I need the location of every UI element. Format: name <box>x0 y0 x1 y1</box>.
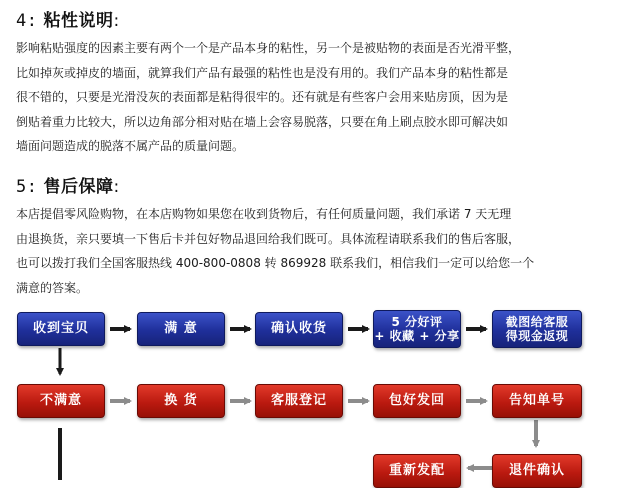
step-label: 换 货 <box>164 393 198 408</box>
step-label-line2: 得现金返现 <box>505 329 569 343</box>
step-exchange <box>137 384 225 418</box>
section-4-title: 粘性说明 <box>43 11 114 31</box>
section-4-colon: : <box>113 11 120 31</box>
step-pack-return <box>373 384 461 418</box>
step-label: 重新发配 <box>388 463 445 478</box>
step-label: 收到宝贝 <box>32 321 89 336</box>
step-label: 包好发回 <box>388 393 445 408</box>
paragraph-line: 本店提倡零风险购物，在本店购物如果您在收到货物后，有任何质量问题，我们承诺 7 天无理 <box>16 207 512 221</box>
section-4-number: 4: <box>16 11 38 31</box>
paragraph-line: 很不错的，只要是光滑没灰的表面都是粘得很牢的。还有就是有些客户会用来贴房顶，因为是 <box>16 90 509 104</box>
section-5-colon: : <box>113 177 120 197</box>
step-two-line-label <box>506 315 569 343</box>
section-5-title: 售后保障 <box>43 177 114 197</box>
paragraph-line: 比如掉灰或掉皮的墙面，就算我们产品有最强的粘性也是没有用的。我们产品本身的粘性都是 <box>16 65 509 80</box>
paragraph-line: 墙面问题造成的脱落不属产品的质量问题。 <box>16 139 245 153</box>
step-service-register <box>255 384 343 418</box>
step-receive-goods <box>17 312 105 346</box>
step-notify-tracking <box>492 384 582 418</box>
step-satisfied <box>137 312 225 346</box>
step-label: 满 意 <box>164 321 198 336</box>
step-label: 退件确认 <box>508 463 565 478</box>
step-label-line2: + 收藏 + 分享 <box>374 329 460 343</box>
section-5-number: 5: <box>16 177 38 197</box>
step-confirm-receipt <box>255 312 343 346</box>
step-review-collect-share <box>373 310 461 348</box>
step-label-line1: 5 分好评 <box>391 315 443 329</box>
step-label: 确认收货 <box>270 321 327 336</box>
step-two-line-label <box>374 315 459 343</box>
step-screenshot-cashback <box>492 310 582 348</box>
step-resend <box>373 454 461 488</box>
step-label: 客服登记 <box>270 393 327 408</box>
step-label: 不满意 <box>39 393 82 408</box>
paragraph-line: 满意的答案。 <box>16 280 89 295</box>
paragraph-line: 倒贴着重力比较大，所以边角部分相对贴在墙上会容易脱落，只要在角上刷点胶水即可解决如 <box>16 114 509 129</box>
paragraph-line: 也可以拨打我们全国客服热线 400-800-0808 转 869928 联系我们，相信我们一定可以给您一个 <box>16 256 535 270</box>
step-label-line1: 截图给客服 <box>505 315 569 329</box>
paragraph-line: 影响粘贴强度的因素主要有两个一个是产品本身的粘性，另一个是被贴物的表面是否光滑平整， <box>16 41 521 55</box>
step-return-confirm <box>492 454 582 488</box>
paragraph-line: 由退换货，亲只要填一下售后卡并包好物品退回给我们既可。具体流程请联系我们的售后客服， <box>16 231 521 246</box>
step-label: 告知单号 <box>508 393 565 408</box>
step-unsatisfied <box>17 384 105 418</box>
